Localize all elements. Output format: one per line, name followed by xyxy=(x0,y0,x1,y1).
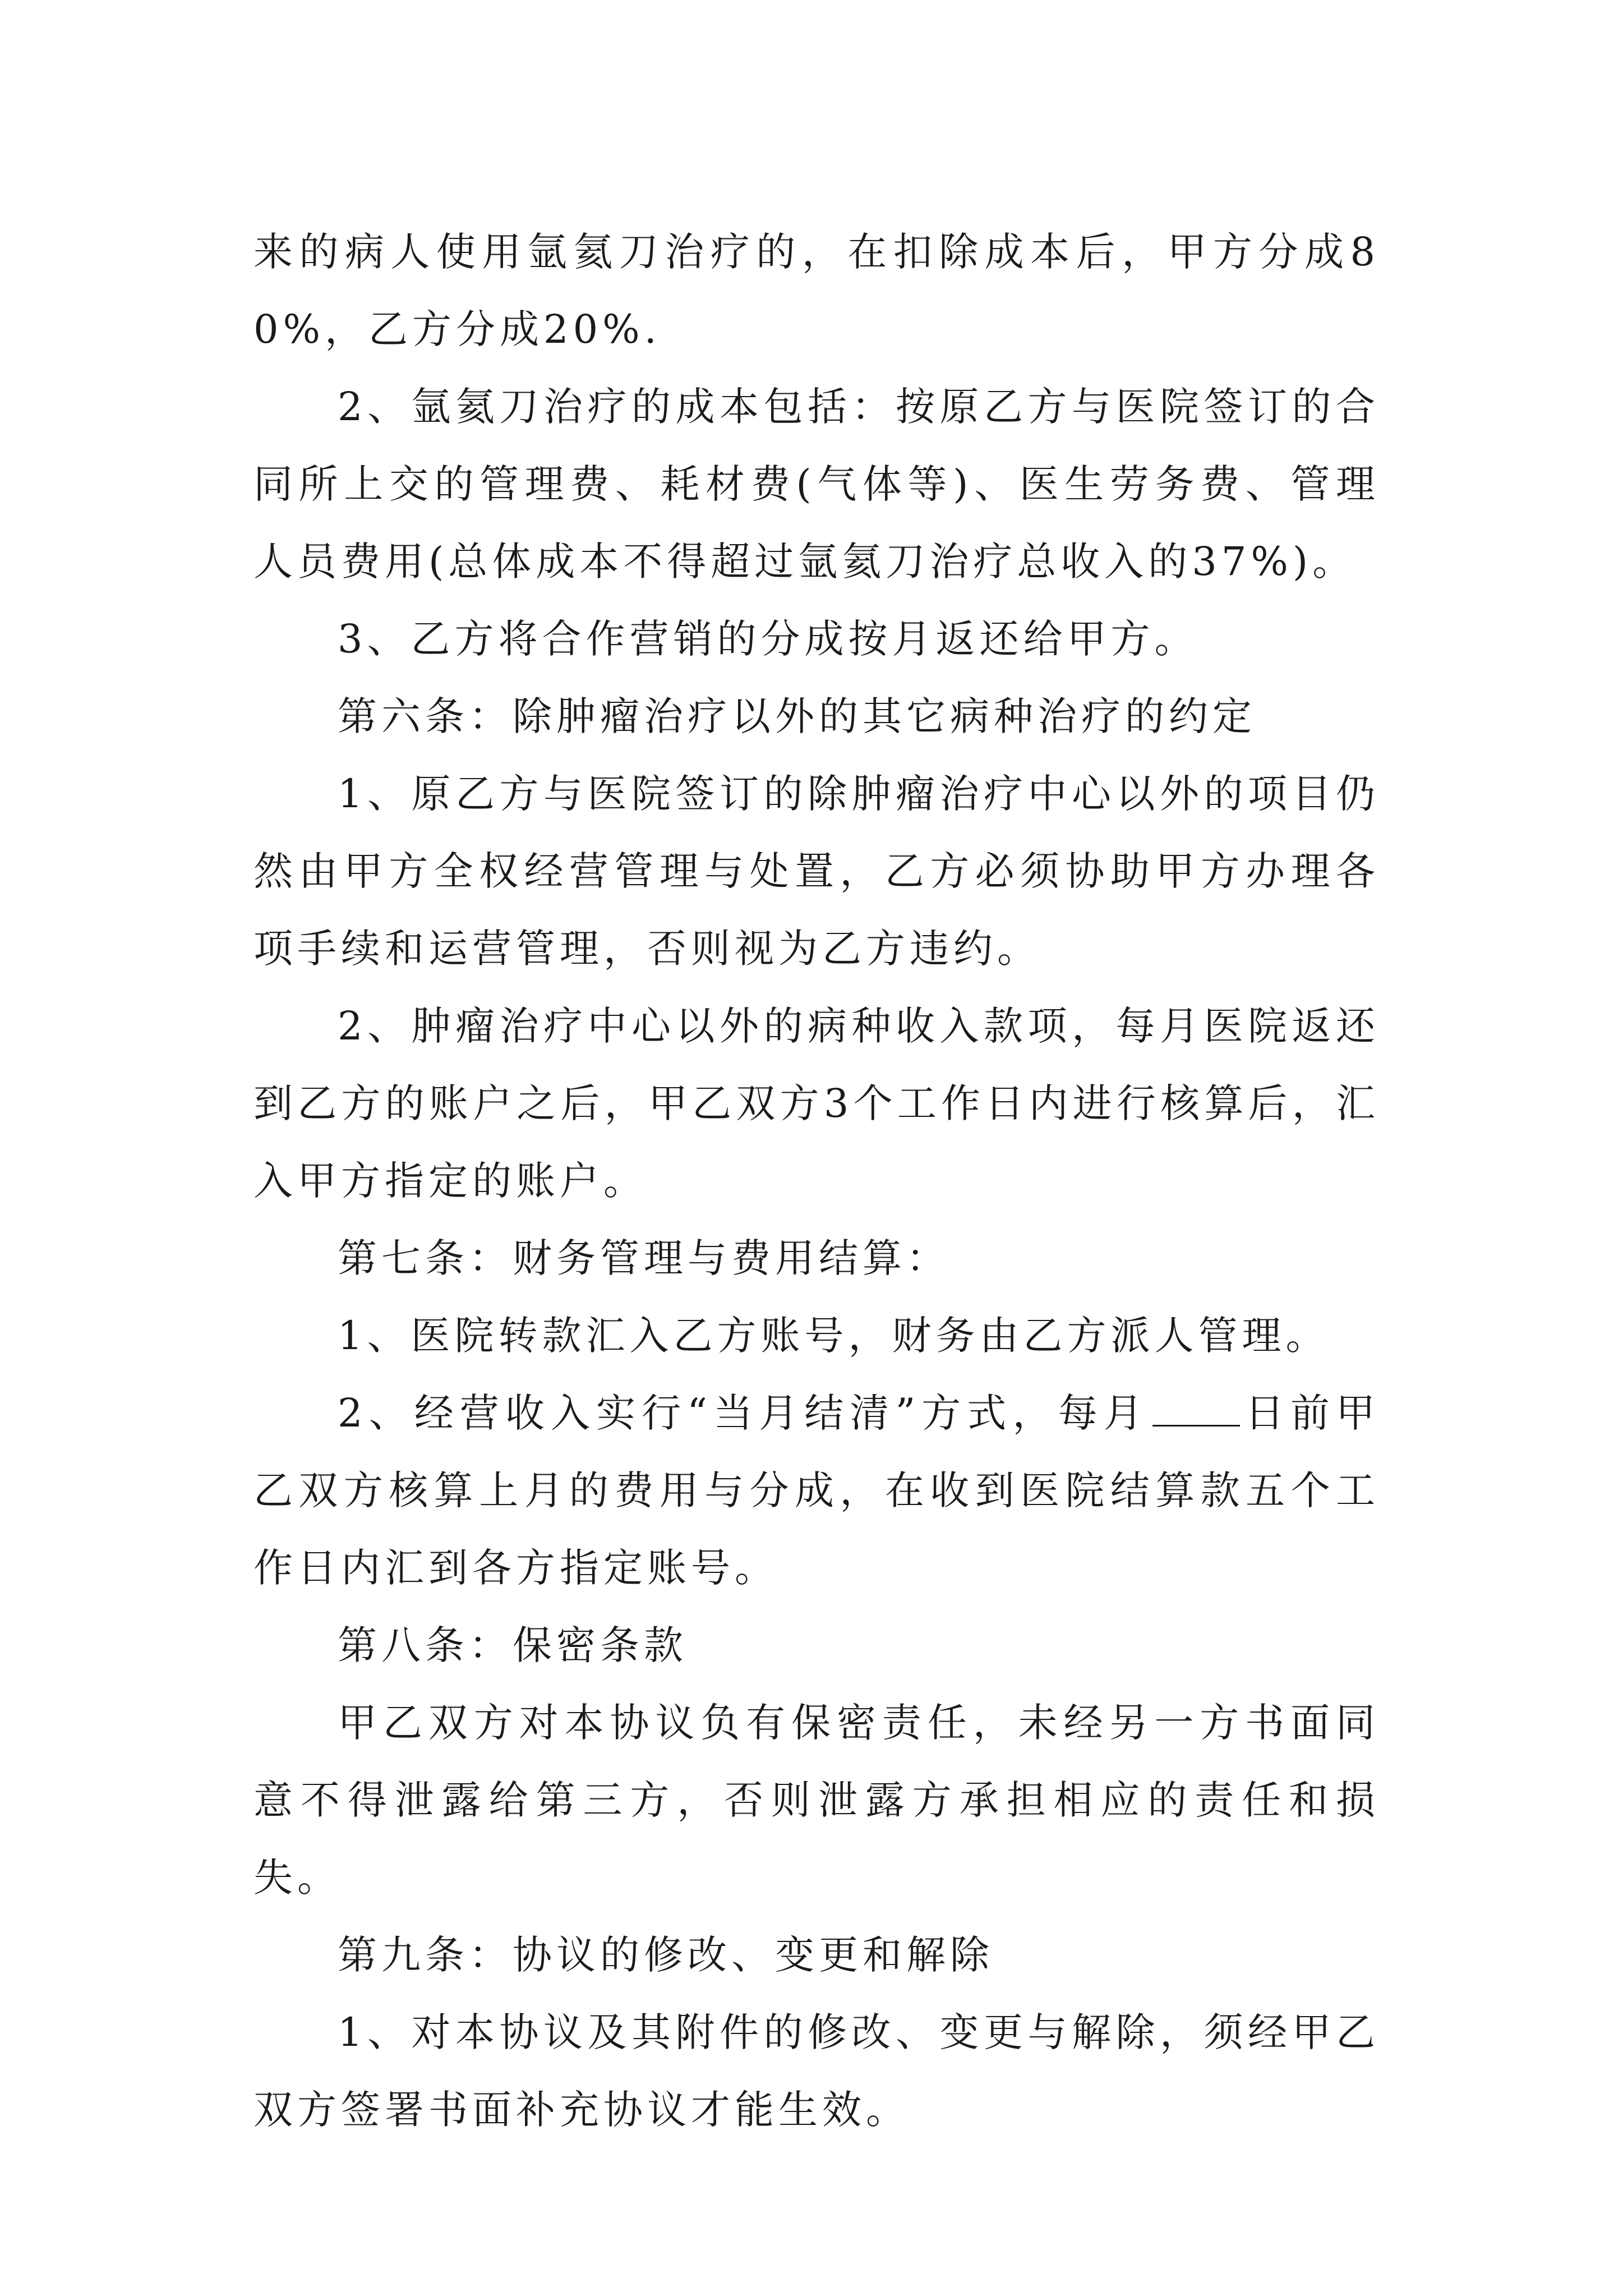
section-heading-article-7: 第七条：财务管理与费用结算： xyxy=(338,1235,950,1281)
settlement-text-after: 日前甲乙双方核算上月的费用与分成，在收到医院结算款五个工作日内汇到各方指定账号。 xyxy=(253,1390,1380,1591)
section-heading-article-9: 第九条：协议的修改、变更和解除 xyxy=(338,1932,994,1978)
paragraph-continued: 来的病人使用氩氦刀治疗的，在扣除成本后，甲方分成80%，乙方分成20%. xyxy=(253,229,1380,352)
paragraph-monthly-settlement xyxy=(253,1374,1380,1607)
paragraph-confidentiality: 甲乙双方对本协议负有保密责任，未经另一方书面同意不得泄露给第三方，否则泄露方承担相应的责任和损失。 xyxy=(253,1700,1380,1901)
settlement-text-before: 2、经营收入实行“当月结清”方式，每月 xyxy=(338,1390,1149,1436)
paragraph-cost-items: 2、氩氦刀治疗的成本包括：按原乙方与医院签订的合同所上交的管理费、耗材费(气体等)、医生劳务费、管理人员费用(总体成本不得超过氩氦刀治疗总收入的37%)。 xyxy=(253,384,1380,585)
paragraph-other-projects: 1、原乙方与医院签订的除肿瘤治疗中心以外的项目仍然由甲方全权经营管理与处置，乙方必须协助甲方办理各项手续和运营管理，否则视为乙方违约。 xyxy=(253,771,1380,972)
paragraph-monthly-return: 3、乙方将合作营销的分成按月返还给甲方。 xyxy=(338,616,1198,662)
section-heading-article-6: 第六条：除肿瘤治疗以外的其它病种治疗的约定 xyxy=(338,693,1256,739)
document-body xyxy=(253,213,1380,2148)
paragraph-amendment: 1、对本协议及其附件的修改、变更与解除，须经甲乙双方签署书面补充协议才能生效。 xyxy=(253,2009,1380,2133)
section-heading-article-8: 第八条：保密条款 xyxy=(338,1622,688,1668)
paragraph-income-settlement: 2、肿瘤治疗中心以外的病种收入款项，每月医院返还到乙方的账户之后，甲乙双方3个工作日内进行核算后，汇入甲方指定的账户。 xyxy=(253,1003,1380,1204)
date-blank-field xyxy=(1152,1386,1240,1427)
paragraph-transfer-account: 1、医院转款汇入乙方账号，财务由乙方派人管理。 xyxy=(338,1313,1330,1359)
